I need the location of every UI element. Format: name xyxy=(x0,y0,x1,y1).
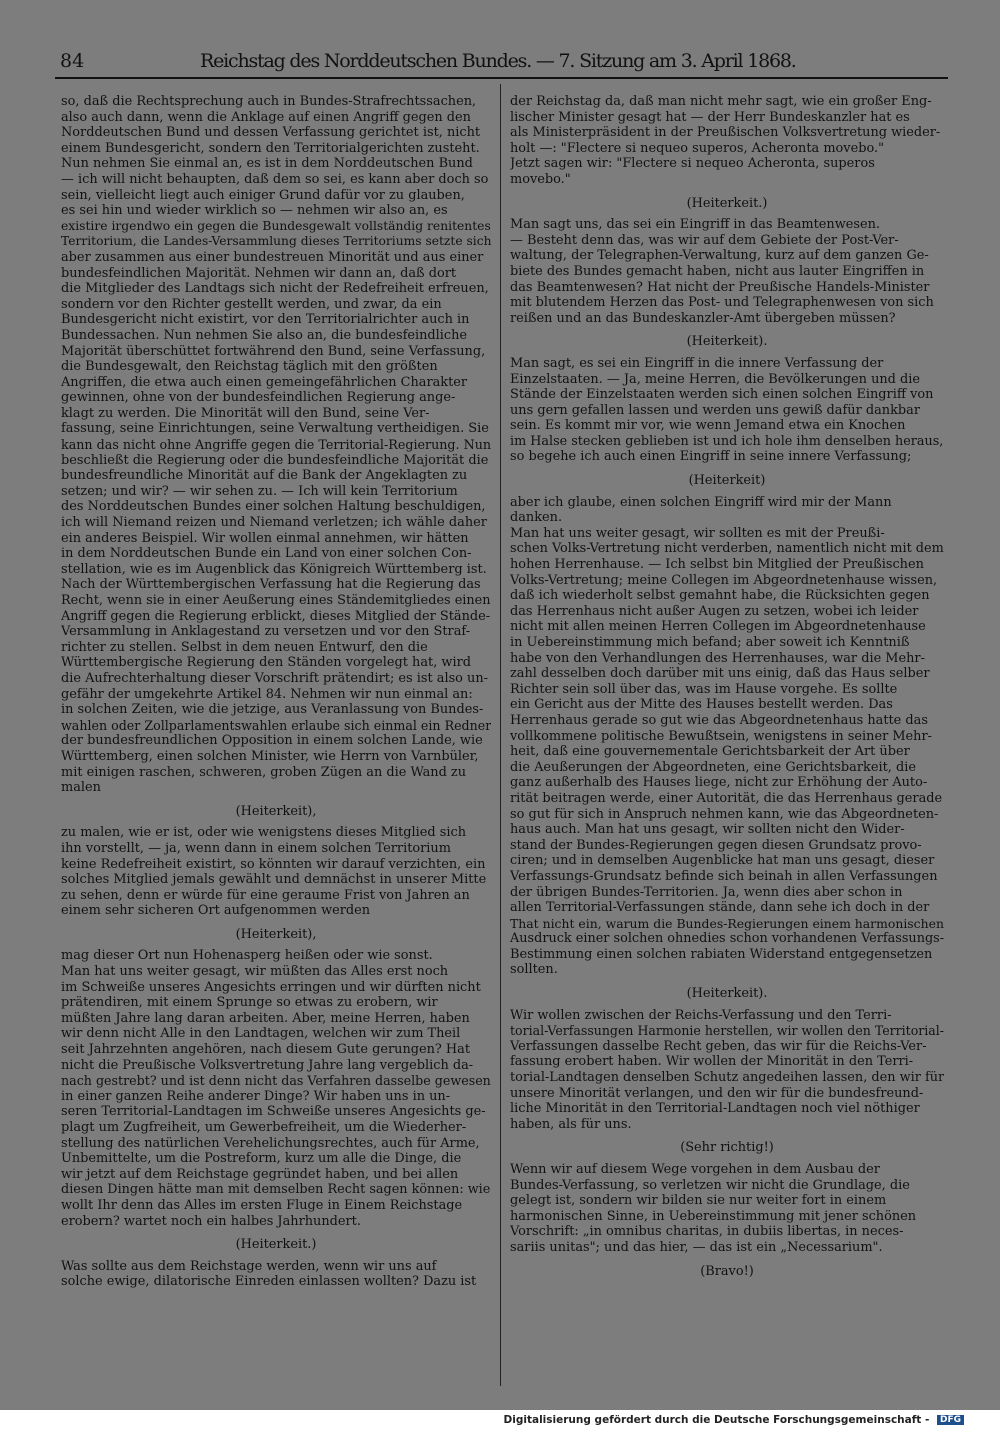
running-header-title: Reichstag des Norddeutschen Bundes. — 7. Sitzung am 3. April 1868. xyxy=(200,50,796,72)
text-line: ich will Niemand reizen und Niemand verletzen; ich wähle daher xyxy=(61,515,487,531)
text-line: einem Bundesgericht, sondern den Territorialgerichten zusteht. xyxy=(61,140,480,156)
text-line: uns gern gefallen lassen und werden uns gewiß dafür dankbar xyxy=(510,402,920,418)
left-column xyxy=(61,94,491,1290)
text-line: vollkommene politische Bewußtsein, wenigstens in seiner Mehr- xyxy=(510,728,932,744)
text-line: ein Gericht aus der Mitte des Hauses bestellt werden. Das xyxy=(510,697,893,713)
text-line: Majorität überschüttet fortwährend den Bund, seine Verfassung, xyxy=(61,343,486,359)
text-line: Vorschrift: „in omnibus charitas, in dubiis libertas, in neces- xyxy=(510,1224,904,1240)
text-line: fassung erobert haben. Wir wollen der Minorität in den Terri- xyxy=(510,1054,914,1070)
text-line: des Norddeutschen Bundes einer solchen Haltung beschuldigen, xyxy=(61,499,486,515)
text-line: rität beitragen werde, einer Autorität, die das Herrenhaus gerade xyxy=(510,790,943,806)
text-line: reißen und an das Bundeskanzler-Amt übergeben müssen? xyxy=(510,310,896,326)
text-line: Man sagt uns, das sei ein Eingriff in das Beamtenwesen. xyxy=(510,217,881,233)
text-line: Wenn wir auf diesem Wege vorgehen in dem Ausbau der xyxy=(510,1162,880,1177)
text-line: gefähr der umgekehrte Artikel 84. Nehmen wir nun einmal an: xyxy=(61,686,473,702)
header-rule xyxy=(55,77,948,79)
text-line: einem sehr sicheren Ort aufgenommen werden xyxy=(61,903,371,919)
text-line: Jetzt sagen wir: "Flectere si nequeo Acheronta, superos xyxy=(510,156,875,172)
footer-text: Digitalisierung gefördert durch die Deutsche Forschungsgemeinschaft - xyxy=(503,1414,930,1426)
page-number: 84 xyxy=(60,50,85,72)
text-line: so begehe ich auch einen Eingriff in seine innere Verfassung; xyxy=(510,449,912,465)
text-line: die Aeußerungen der Abgeordneten, eine Gerichtsbarkeit, die xyxy=(510,759,916,775)
text-line: bundesfeindlichen Majorität. Nehmen wir dann an, daß dort xyxy=(61,265,457,281)
text-line: Volks-Vertretung; meine Collegen im Abgeordnetenhause wissen, xyxy=(510,572,938,588)
text-line: Was sollte aus dem Reichstage werden, wenn wir uns auf xyxy=(61,1258,437,1274)
text-line: die Mitglieder des Landtags sich nicht der Redefreiheit erfreuen, xyxy=(61,281,489,297)
text-line: fassung, seine Einrichtungen, seine Verwaltung vertheidigen. Sie xyxy=(61,421,489,437)
text-line: keine Redefreiheit existirt, so könnten wir darauf verzichten, ein xyxy=(61,856,486,872)
text-line: danken. xyxy=(510,510,563,526)
interjection: (Heiterkeit.) xyxy=(235,1237,317,1253)
interjection: (Bravo!) xyxy=(700,1263,754,1279)
text-line: waltung, der Telegraphen-Verwaltung, kurz auf dem ganzen Ge- xyxy=(510,248,929,264)
text-line: prätendiren, mit einem Sprunge so etwas zu erobern, wir xyxy=(61,995,438,1011)
text-line: erobern? wartet noch ein halbes Jahrhundert. xyxy=(61,1213,361,1229)
text-line: Nun nehmen Sie einmal an, es ist in dem Norddeutschen Bund xyxy=(61,156,473,172)
text-line: wahlen oder Zollparlamentswahlen erlaube sich einmal ein Redner xyxy=(61,717,491,733)
text-line: mit blutendem Herzen das Post- und Telegraphenwesen von sich xyxy=(510,295,934,311)
text-line: biete des Bundes gemacht haben, nicht aus lauter Eingriffen in xyxy=(510,263,925,279)
text-line: diesen Dingen hätte man mit demselben Recht sagen können: wie xyxy=(61,1182,491,1198)
text-line: Württemberg, einen solchen Minister, wie Herrn von Varnbüler, xyxy=(61,748,479,764)
text-line: Ausdruck einer solchen ohnedies schon vorhandenen Verfassungs- xyxy=(510,931,944,947)
text-line: lischer Minister gesagt hat — der Herr Bundeskanzler hat es xyxy=(510,109,910,125)
text-line: zahl desselben doch darüber mit uns einig, daß das Haus selber xyxy=(510,666,930,682)
text-line: Bundessachen. Nun nehmen Sie also an, die bundesfeindliche xyxy=(61,327,468,343)
text-line: gelegt ist, sondern wir bilden sie nur weiter fort in einem xyxy=(510,1193,887,1209)
text-line: solches Mitglied jemals gewählt und demnächst in unserer Mitte xyxy=(61,872,487,888)
text-line: plagt um Zugfreiheit, um Gewerbefreiheit, um die Wiederher- xyxy=(61,1120,467,1135)
text-line: im Halse stecken geblieben ist und ich hole ihm denselben heraus, xyxy=(510,433,944,449)
text-line: müßten Jahre lang daran arbeiten. Aber, meine Herren, haben xyxy=(61,1010,470,1026)
text-line: stellation, wie es im Augenblick das Königreich Württemberg ist. xyxy=(61,561,487,577)
interjection: (Heiterkeit). xyxy=(686,986,768,1002)
text-line: in Uebereinstimmung mich befand; aber soweit ich Kenntniß xyxy=(510,635,910,650)
text-line: Angriffen, die etwa auch einen gemeingefährlichen Charakter xyxy=(61,374,468,390)
text-line: der übrigen Bundes-Territorien. Ja, wenn dies aber schon in xyxy=(510,884,903,900)
text-line: allen Territorial-Verfassungen stände, dann sehe ich doch in der xyxy=(510,900,930,916)
text-line: Stände der Einzelstaaten werden sich einen solchen Eingriff von xyxy=(510,387,934,403)
text-line: Verfassungen dasselbe Recht geben, das wir für die Reichs-Ver- xyxy=(510,1038,927,1054)
text-line: Richter sein soll über das, was im Hause vorgehe. Es sollte xyxy=(510,681,898,697)
text-line: nicht die Preußische Volksvertretung Jahre lang vergeblich da- xyxy=(61,1057,474,1073)
dfg-logo: DFG xyxy=(937,1415,964,1425)
text-line: sollten. xyxy=(510,962,558,978)
text-line: mag dieser Ort nun Hohenasperg heißen oder wie sonst. xyxy=(61,948,433,964)
text-line: Wir wollen zwischen der Reichs-Verfassung und den Terri- xyxy=(510,1007,892,1023)
interjection: (Heiterkeit). xyxy=(686,334,768,350)
text-line: malen xyxy=(61,780,101,796)
text-line: ein anderes Beispiel. Wir wollen einmal annehmen, wir hätten xyxy=(61,530,469,546)
text-line: setzen; und wir? — wir sehen zu. — Ich will kein Territorium xyxy=(61,483,458,499)
text-line: Recht, wenn sie in einer Aeußerung eines Ständemitgliedes einen xyxy=(61,593,491,608)
text-line: seren Territorial-Landtagen im Schweiße unseres Angesichts ge- xyxy=(61,1104,486,1120)
text-line: Bundesgericht nicht existirt, vor den Territorialrichter auch in xyxy=(61,312,470,328)
text-line: Unbemittelte, um die Postreform, kurz um alle die Dinge, die xyxy=(61,1151,462,1167)
text-line: die Bundesgewalt, den Reichstag täglich mit den größten xyxy=(61,359,438,375)
text-line: als Ministerpräsident in der Preußischen Volksvertretung wieder- xyxy=(510,125,941,141)
text-line: klagt zu werden. Die Minorität will den Bund, seine Ver- xyxy=(61,405,430,421)
text-line: sondern vor den Richter gestellt werden, und zwar, da ein xyxy=(61,296,442,312)
text-line: haben, als für uns. xyxy=(510,1116,632,1132)
text-line: torial-Verfassungen Harmonie herstellen, wir wollen den Territorial- xyxy=(510,1023,944,1039)
text-line: solche ewige, dilatorische Einreden einlassen wollten? Dazu ist xyxy=(61,1274,477,1290)
text-line: zu malen, wie er ist, oder wie wenigstens dieses Mitglied sich xyxy=(61,825,466,841)
funding-footer xyxy=(504,1414,964,1426)
text-line: daß ich wiederholt selbst gemahnt habe, die Rücksichten gegen xyxy=(510,588,930,604)
text-line: beschließt die Regierung oder die bundesfeindliche Majorität die xyxy=(61,452,489,468)
text-line: der bundesfreundlichen Opposition in einem solchen Lande, wie xyxy=(61,733,483,749)
text-line: hohen Herrenhause. — Ich selbst bin Mitglied der Preußischen xyxy=(510,557,924,573)
text-line: bundesfreundliche Minorität auf die Bank der Angeklagten zu xyxy=(61,468,468,484)
text-line: unsere Minorität verlangen, und den wir für die bundesfreund- xyxy=(510,1085,924,1101)
text-line: heit, daß eine gouvernementale Gerichtsbarkeit der Art über xyxy=(510,744,910,760)
text-line: gewinnen, ohne von der bundesfeindlichen Regierung ange- xyxy=(61,390,456,406)
text-line: habe von den Verhandlungen des Herrenhauses, war die Mehr- xyxy=(510,650,925,666)
text-line: seit Jahrzehnten angehören, nach diesem Gute gerungen? Hat xyxy=(61,1042,471,1058)
text-line: stellung des natürlichen Verehelichungsrechtes, auch für Arme, xyxy=(61,1135,480,1151)
text-line: wollt Ihr denn das Alles im ersten Fluge in Einem Reichstage xyxy=(61,1197,463,1213)
text-line: Versammlung in Anklagestand zu versetzen und vor den Straf- xyxy=(61,624,471,640)
text-line: stand der Bundes-Regierungen gegen diesen Grundsatz provo- xyxy=(510,837,922,853)
text-line: zu sehen, denn er würde für eine geraume Frist von Jahren an xyxy=(61,887,470,903)
text-line: kann das nicht ohne Angriffe gegen die Territorial-Regierung. Nun xyxy=(61,437,491,453)
text-line: ganz außerhalb des Hauses liege, nicht zur Erhöhung der Auto- xyxy=(510,775,928,791)
text-line: Man sagt, es sei ein Eingriff in die innere Verfassung der xyxy=(510,355,884,371)
text-line: Verfassungs-Grundsatz befinde sich beinah in allen Verfassungen xyxy=(510,868,938,884)
text-line: movebo." xyxy=(510,171,571,187)
interjection: (Heiterkeit), xyxy=(235,926,317,942)
text-line: Bundes-Verfassung, so verletzen wir nicht die Grundlage, die xyxy=(510,1177,910,1193)
right-column xyxy=(510,94,944,1285)
text-line: Territorium, die Landes-Versammlung dieses Territoriums setzte sich xyxy=(61,234,491,249)
text-line: in dem Norddeutschen Bunde ein Land von einer solchen Con- xyxy=(61,546,472,562)
text-line: das Herrenhaus nicht außer Augen zu setzen, wobei ich leider xyxy=(510,603,919,619)
text-line: wir denn nicht Alle in den Landtagen, welchen wir zum Theil xyxy=(61,1026,461,1042)
text-line: aber zusammen aus einer bundestreuen Minorität und aus einer xyxy=(61,249,484,265)
text-line: wir jetzt auf dem Reichstage gegründet haben, und bei allen xyxy=(61,1166,459,1182)
text-line: holt —: "Flectere si nequeo superos, Acheronta movebo." xyxy=(510,140,885,156)
text-line: so, daß die Rechtsprechung auch in Bundes-Strafrechtssachen, xyxy=(61,94,477,109)
text-line: die Aufrechterhaltung dieser Vorschrift prätendirt; es ist also un- xyxy=(61,670,489,686)
text-line: in solchen Zeiten, wie die jetzige, aus Veranlassung von Bundes- xyxy=(61,702,484,718)
text-line: Man hat uns weiter gesagt, wir sollten es mit der Preußi- xyxy=(510,525,885,541)
text-line: Herrenhaus gerade so gut wie das Abgeordnetenhaus hatte das xyxy=(510,712,928,728)
text-line: das Beamtenwesen? Hat nicht der Preußische Handels-Minister xyxy=(510,279,930,295)
interjection: (Heiterkeit), xyxy=(235,803,317,819)
text-line: existire irgendwo ein gegen die Bundesgewalt vollständig renitentes xyxy=(61,218,491,233)
text-line: aber ich glaube, einen solchen Eingriff wird mir der Mann xyxy=(510,494,892,510)
text-line: liche Minorität in den Territorial-Landtagen noch viel nöthiger xyxy=(510,1101,920,1117)
text-line: That nicht ein, warum die Bundes-Regierungen einem harmonischen xyxy=(510,915,944,931)
text-line: nicht mit allen meinen Herren Collegen im Abgeordnetenhause xyxy=(510,619,926,635)
text-line: Nach der Württembergischen Verfassung hat die Regierung das xyxy=(61,577,481,593)
text-line: sein. Es kommt mir vor, wie wenn Jemand etwa ein Knochen xyxy=(510,418,906,434)
interjection: (Heiterkeit.) xyxy=(686,195,768,211)
text-line: nach gestrebt? und ist denn nicht das Verfahren dasselbe gewesen xyxy=(61,1073,491,1089)
text-line: so gut für sich in Anspruch nehmen kann, wie das Abgeordneten- xyxy=(510,806,939,822)
column-divider xyxy=(500,84,501,1386)
text-line: sariis unitas"; und das hier, — das ist ein „Necessarium". xyxy=(510,1239,883,1255)
text-line: mit einigen raschen, schweren, groben Zügen an die Wand zu xyxy=(61,764,467,780)
text-line: Bestimmung einen solchen rabiaten Widerstand entgegensetzen xyxy=(510,946,933,962)
text-line: torial-Landtagen denselben Schutz angedeihen lassen, den wir für xyxy=(510,1070,944,1086)
text-line: in einer ganzen Reihe anderer Dinge? Wir haben uns in un- xyxy=(61,1088,451,1104)
text-line: haus auch. Man hat uns gesagt, wir sollten nicht den Wider- xyxy=(510,822,905,838)
text-line: — Besteht denn das, was wir auf dem Gebiete der Post-Ver- xyxy=(510,232,899,248)
text-line: Einzelstaaten. — Ja, meine Herren, die Bevölkerungen und die xyxy=(510,371,921,387)
text-line: Angriff gegen die Regierung erblickt, dieses Mitglied der Stände- xyxy=(61,608,491,624)
text-line: ciren; und in demselben Augenblicke hat man uns gesagt, dieser xyxy=(510,853,935,869)
text-line: also auch dann, wenn die Anklage auf einen Angriff gegen den xyxy=(61,109,471,125)
text-line: Württembergische Regierung den Ständen vorgelegt hat, wird xyxy=(61,655,471,671)
text-line: — ich will nicht behaupten, daß dem so sei, es kann aber doch so xyxy=(61,171,489,187)
text-line: Man hat uns weiter gesagt, wir müßten das Alles erst noch xyxy=(61,964,449,980)
text-line: es sei hin und wieder wirklich so — nehmen wir also an, es xyxy=(61,203,448,219)
interjection: (Heiterkeit) xyxy=(688,473,766,489)
text-line: Norddeutschen Bund und dessen Verfassung gerichtet ist, nicht xyxy=(61,125,481,141)
text-line: harmonischen Sinne, in Uebereinstimmung mit jener schönen xyxy=(510,1208,917,1224)
text-line: richter zu stellen. Selbst in dem neuen Entwurf, den die xyxy=(61,639,428,655)
text-line: im Schweiße unseres Angesichts erringen und wir dürften nicht xyxy=(61,979,481,995)
text-line: der Reichstag da, daß man nicht mehr sagt, wie ein großer Eng- xyxy=(510,94,932,109)
text-line: sein, vielleicht liegt auch einiger Grund dafür vor zu glauben, xyxy=(61,187,465,203)
interjection: (Sehr richtig!) xyxy=(680,1140,774,1156)
text-line: ihn vorstellt, — ja, wenn dann in einem solchen Territorium xyxy=(61,840,451,856)
text-line: schen Volks-Vertretung nicht verderben, namentlich nicht mit dem xyxy=(510,541,944,557)
